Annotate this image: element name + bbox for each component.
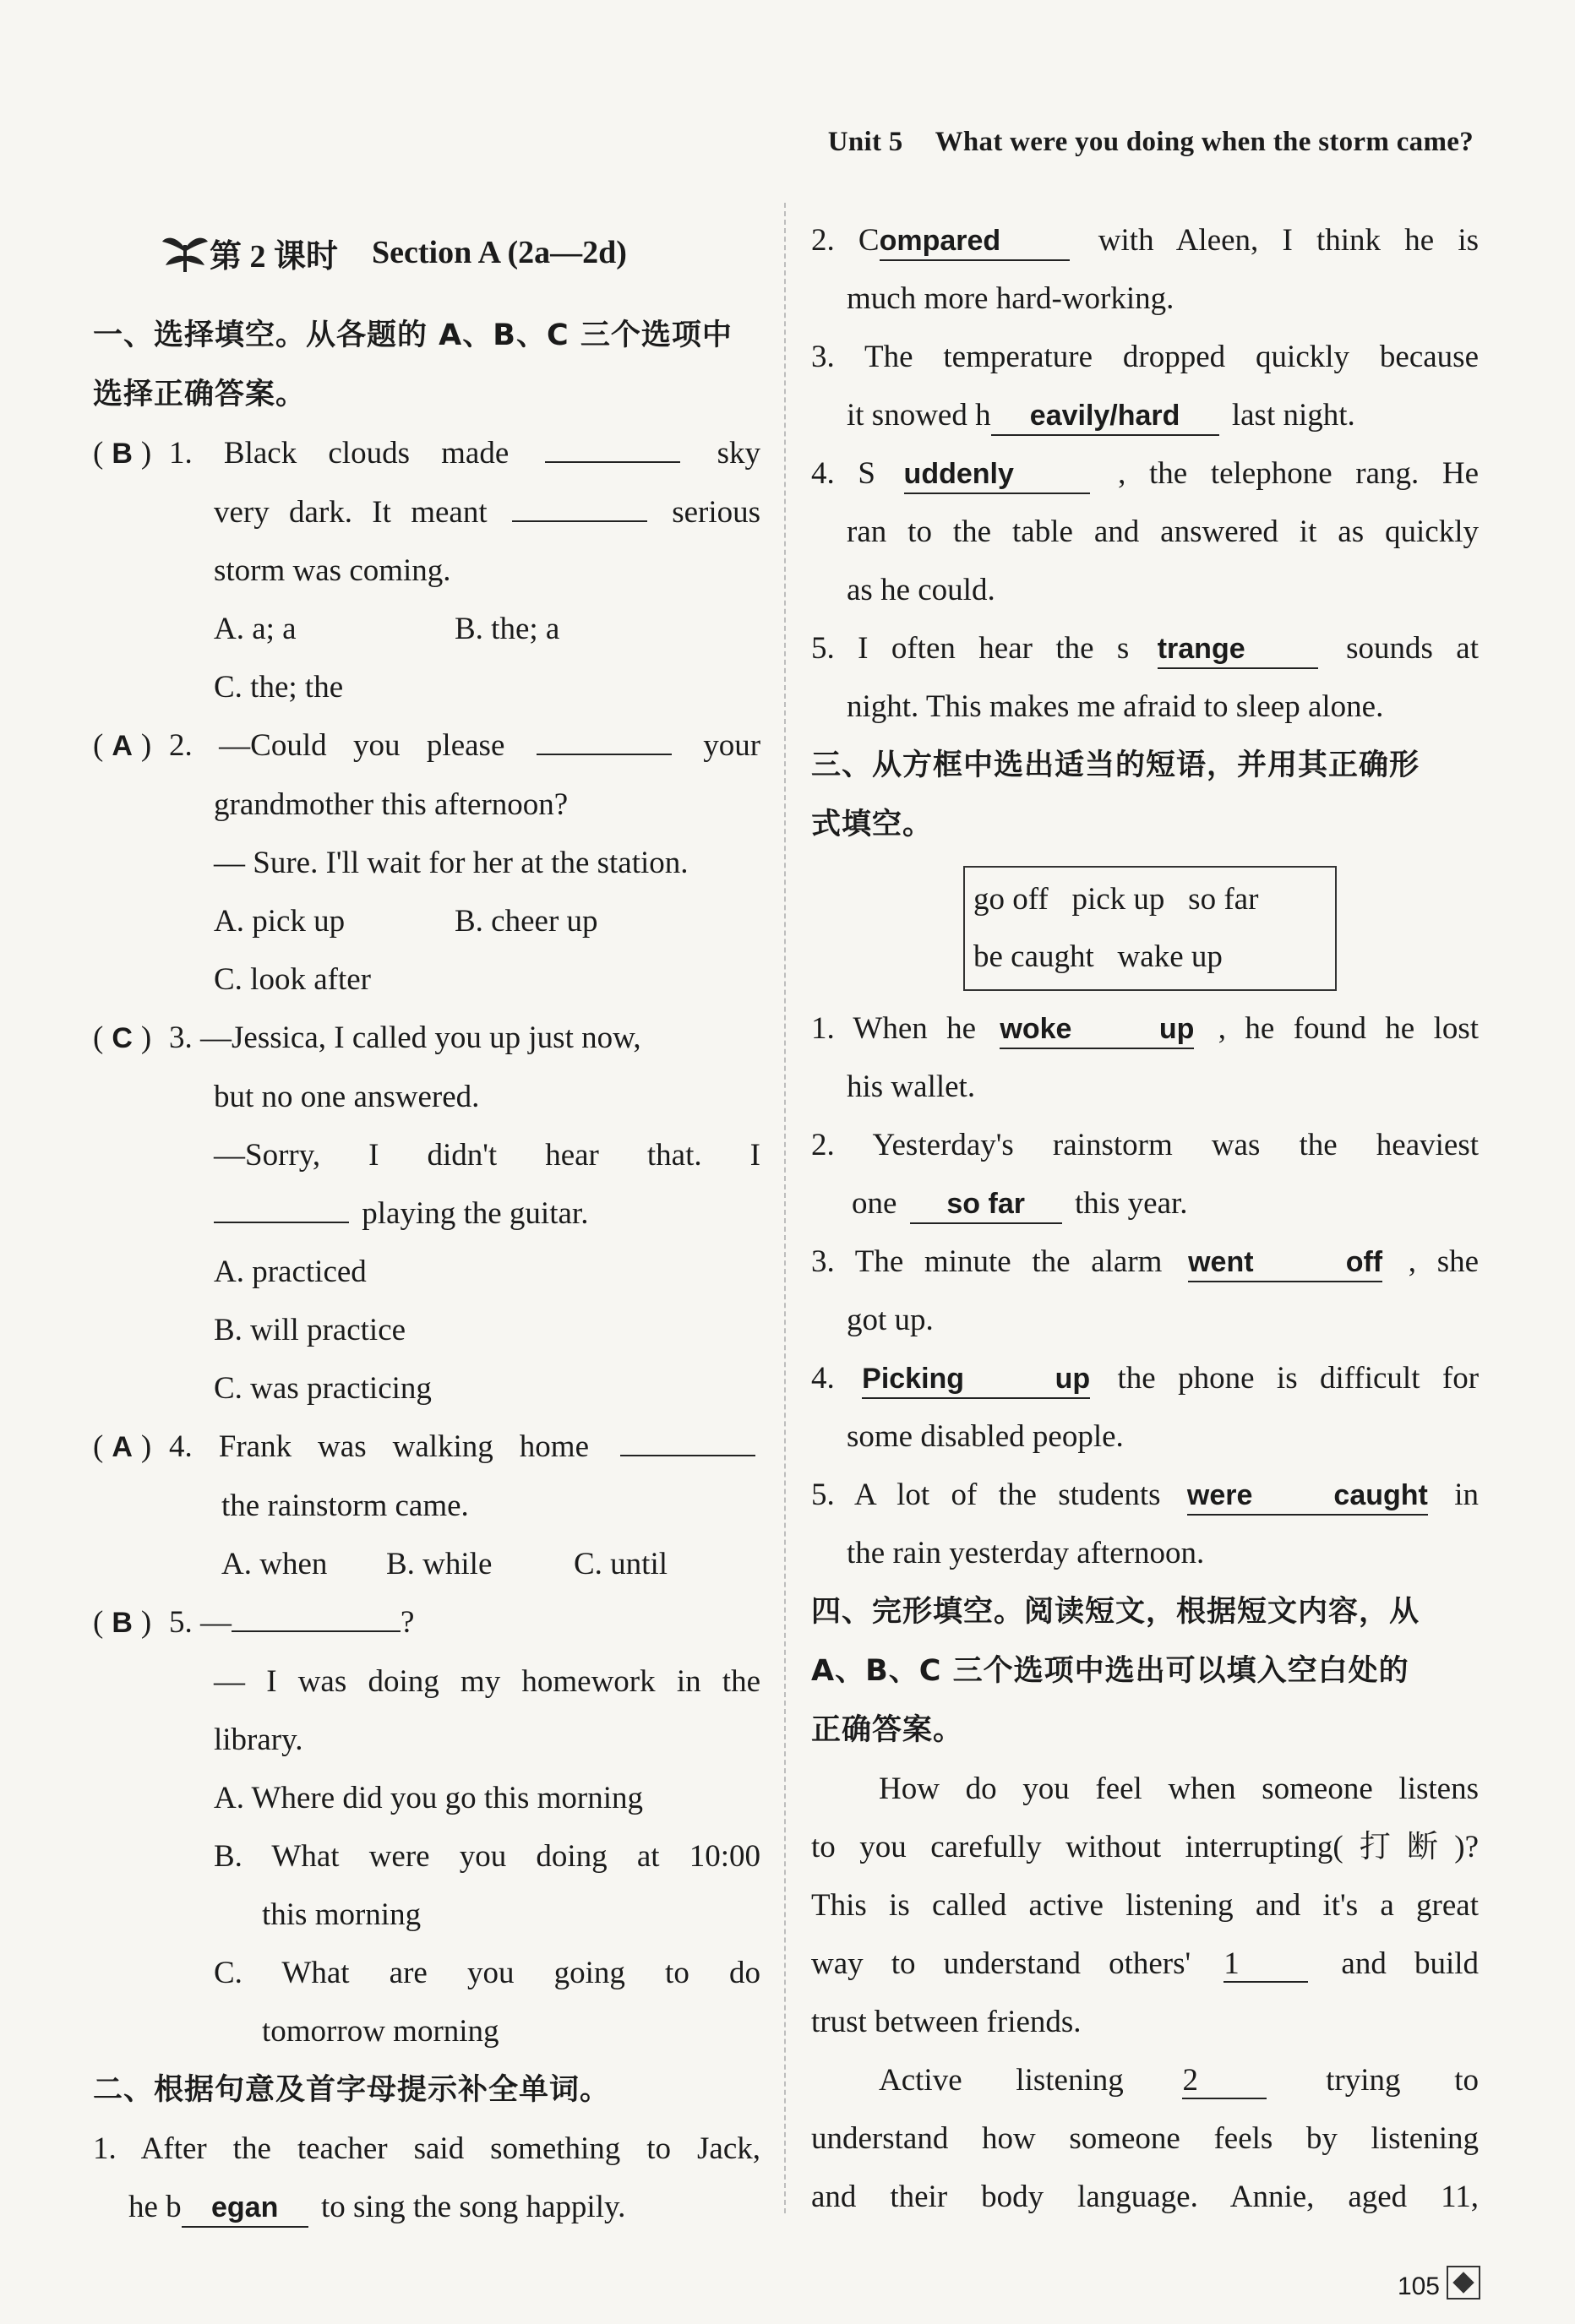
answer-mark: ( C ): [93, 1020, 152, 1055]
p1-q3-line3: —Sorry, I didn't hear that. I: [214, 1138, 760, 1173]
p2-q4-line2: ran to the table and answered it as quickly: [847, 514, 1479, 549]
p1-q4-options: [93, 1535, 760, 1593]
filled-answer[interactable]: ompared: [880, 222, 1070, 261]
lesson-title: [161, 228, 760, 277]
p1-q2-line2: grandmother this afternoon?: [214, 787, 569, 822]
p2-q2-line2: much more hard-working.: [847, 281, 1174, 316]
passage-line: way to understand others' 1 and build: [811, 1946, 1479, 1981]
p1-q4-line2: the rainstorm came.: [221, 1489, 469, 1523]
filled-answer[interactable]: were caught: [1187, 1477, 1428, 1516]
filled-answer[interactable]: woke up: [1000, 1010, 1194, 1049]
p3-q5-line2: the rain yesterday afternoon.: [847, 1536, 1205, 1570]
passage-line: Active listening 2 trying to: [879, 2063, 1479, 2098]
p3-q3-line1: 3. The minute the alarm went off , she: [811, 1233, 1479, 1291]
p2-q2-line1: 2. Compared with Aleen, I think he is: [811, 211, 1479, 269]
lesson-section: Section A (2a—2d): [372, 235, 627, 270]
answer-blank[interactable]: [537, 720, 672, 755]
answer-blank[interactable]: [232, 1597, 401, 1632]
option-a: A. when: [221, 1547, 328, 1581]
part1-heading-line2: 选择正确答案。: [93, 378, 307, 411]
filled-answer[interactable]: so far: [910, 1185, 1062, 1224]
answer-blank[interactable]: [620, 1421, 755, 1456]
option-b: B. will practice: [214, 1313, 406, 1347]
p1-q1-line2: very dark. It meant serious: [93, 483, 760, 542]
p1-q3-line2: but no one answered.: [214, 1080, 480, 1114]
option-b-cont: this morning: [262, 1897, 422, 1932]
p2-q1-line2: he b egan to sing the song happily.: [93, 2178, 760, 2236]
passage-line: How do you feel when someone listens: [879, 1772, 1479, 1806]
page-number: 105: [1397, 2272, 1440, 2300]
p3-q2-line2: one so far this year.: [811, 1174, 1479, 1233]
p2-q3-line2: it snowed h eavily/hard last night.: [811, 386, 1479, 444]
answer-mark: ( B ): [93, 436, 152, 471]
lesson-label: 第 2 课时: [210, 238, 339, 275]
passage-line: and their body language. Annie, aged 11,: [811, 2180, 1479, 2214]
phrase-box-line2: be caught wake up: [973, 939, 1223, 974]
answer-mark: ( A ): [93, 728, 152, 763]
option-b: B. cheer up: [455, 904, 598, 939]
filled-answer[interactable]: Picking up: [862, 1360, 1090, 1399]
p1-q2-options: [93, 892, 760, 950]
p3-q4-line1: 4. Picking up the phone is difficult for: [811, 1349, 1479, 1407]
part1-heading-line1: 一、选择填空。从各题的 A、B、C 三个选项中: [93, 318, 733, 352]
p1-q3-line4: playing the guitar.: [93, 1184, 760, 1243]
answer-blank[interactable]: [545, 427, 680, 463]
option-a: A. pick up: [214, 904, 346, 939]
p2-q4-line1: 4. S uddenly , the telephone rang. He: [811, 444, 1479, 503]
p2-q4-line3: as he could.: [847, 573, 995, 607]
option-c: C. look after: [214, 962, 371, 997]
answer-mark: ( A ): [93, 1429, 152, 1464]
p3-q3-line2: got up.: [847, 1303, 934, 1337]
p2-q3-line1: 3. The temperature dropped quickly because: [811, 340, 1479, 374]
option-a: A. Where did you go this morning: [214, 1781, 644, 1815]
p3-q4-line2: some disabled people.: [847, 1419, 1124, 1454]
option-c: C. was practicing: [214, 1371, 432, 1406]
p1-q5-line2: — I was doing my homework in the: [214, 1664, 760, 1699]
part3-heading: [811, 736, 1479, 854]
right-column: [811, 211, 1479, 2226]
filled-answer[interactable]: eavily/hard: [991, 397, 1219, 436]
p1-q3-line1: ( C ) 3. —Jessica, I called you up just now,: [93, 1009, 760, 1068]
option-c: C. the; the: [214, 670, 344, 705]
p1-q2-line1: ( A ) 2. —Could you please your: [93, 716, 760, 776]
part4-heading-line1: 四、完形填空。阅读短文，根据短文内容，从: [811, 1595, 1420, 1629]
option-c-cont: tomorrow morning: [262, 2014, 499, 2049]
part4-heading-line2: A、B、C 三个选项中选出可以填入空白处的: [811, 1654, 1409, 1688]
p2-q5-line2: night. This makes me afraid to sleep alone.: [847, 689, 1384, 724]
phrase-box: [963, 866, 1337, 991]
option-b: B. What were you doing at 10:00: [214, 1839, 760, 1874]
p1-q2-line3: — Sure. I'll wait for her at the station.: [214, 846, 689, 880]
filled-answer[interactable]: uddenly: [904, 455, 1090, 494]
option-a: A. practiced: [214, 1255, 367, 1289]
part3-heading-line1: 三、从方框中选出适当的短语，并用其正确形: [811, 748, 1420, 782]
p1-q5-line1: ( B ) 5. — ?: [93, 1593, 760, 1652]
option-b: B. while: [386, 1547, 493, 1581]
filled-answer[interactable]: went off: [1188, 1244, 1382, 1282]
p1-q1-line3: storm was coming.: [214, 553, 451, 588]
left-column: [93, 211, 760, 2236]
option-c: C. What are you going to do: [214, 1956, 760, 1990]
part1-heading: [93, 306, 760, 424]
passage-line: to you carefully without interrupting(打断)?: [811, 1830, 1479, 1864]
answer-mark: ( B ): [93, 1605, 152, 1640]
diamond-icon: [1447, 2266, 1480, 2300]
filled-answer[interactable]: egan: [182, 2189, 308, 2228]
filled-answer[interactable]: trange: [1158, 630, 1318, 669]
p1-q1-options: [93, 600, 760, 658]
part3-heading-line2: 式填空。: [811, 808, 934, 841]
p1-q1-line1: ( B ) 1. Black clouds made sky: [93, 424, 760, 483]
column-divider: [784, 203, 786, 2213]
part4-heading-line3: 正确答案。: [811, 1713, 964, 1747]
option-c: C. until: [574, 1547, 668, 1581]
unit-label: Unit 5: [827, 127, 903, 157]
part4-heading: [811, 1582, 1479, 1760]
p2-q1-line1: 1. After the teacher said something to Jack,: [93, 2131, 760, 2166]
running-head: [828, 127, 1474, 158]
part2-heading: 二、根据句意及首字母提示补全单词。: [93, 2073, 611, 2107]
p1-q5-line3: library.: [214, 1723, 303, 1757]
passage-line: This is called active listening and it's a great: [811, 1888, 1479, 1923]
cloze-blank-1[interactable]: 1: [1223, 1947, 1308, 1983]
cloze-blank-2[interactable]: 2: [1182, 2064, 1267, 2099]
p3-q5-line1: 5. A lot of the students were caught in: [811, 1466, 1479, 1524]
unit-title: What were you doing when the storm came?: [935, 127, 1474, 157]
p2-q5-line1: 5. I often hear the s trange sounds at: [811, 619, 1479, 678]
p1-q4-line1: ( A ) 4. Frank was walking home: [93, 1418, 760, 1477]
passage-line: understand how someone feels by listening: [811, 2121, 1479, 2156]
answer-blank[interactable]: [512, 487, 647, 522]
passage-line: trust between friends.: [811, 2005, 1082, 2039]
p3-q1-line2: his wallet.: [847, 1069, 976, 1104]
phrase-box-line1: go off pick up so far: [973, 882, 1259, 917]
p3-q1-line1: 1. When he woke up , he found he lost: [811, 999, 1479, 1058]
leaf-icon: [161, 228, 210, 277]
option-b: B. the; a: [455, 612, 560, 646]
answer-blank[interactable]: [214, 1188, 349, 1223]
option-a: A. a; a: [214, 612, 297, 646]
p3-q2-line1: 2. Yesterday's rainstorm was the heaviest: [811, 1128, 1479, 1162]
